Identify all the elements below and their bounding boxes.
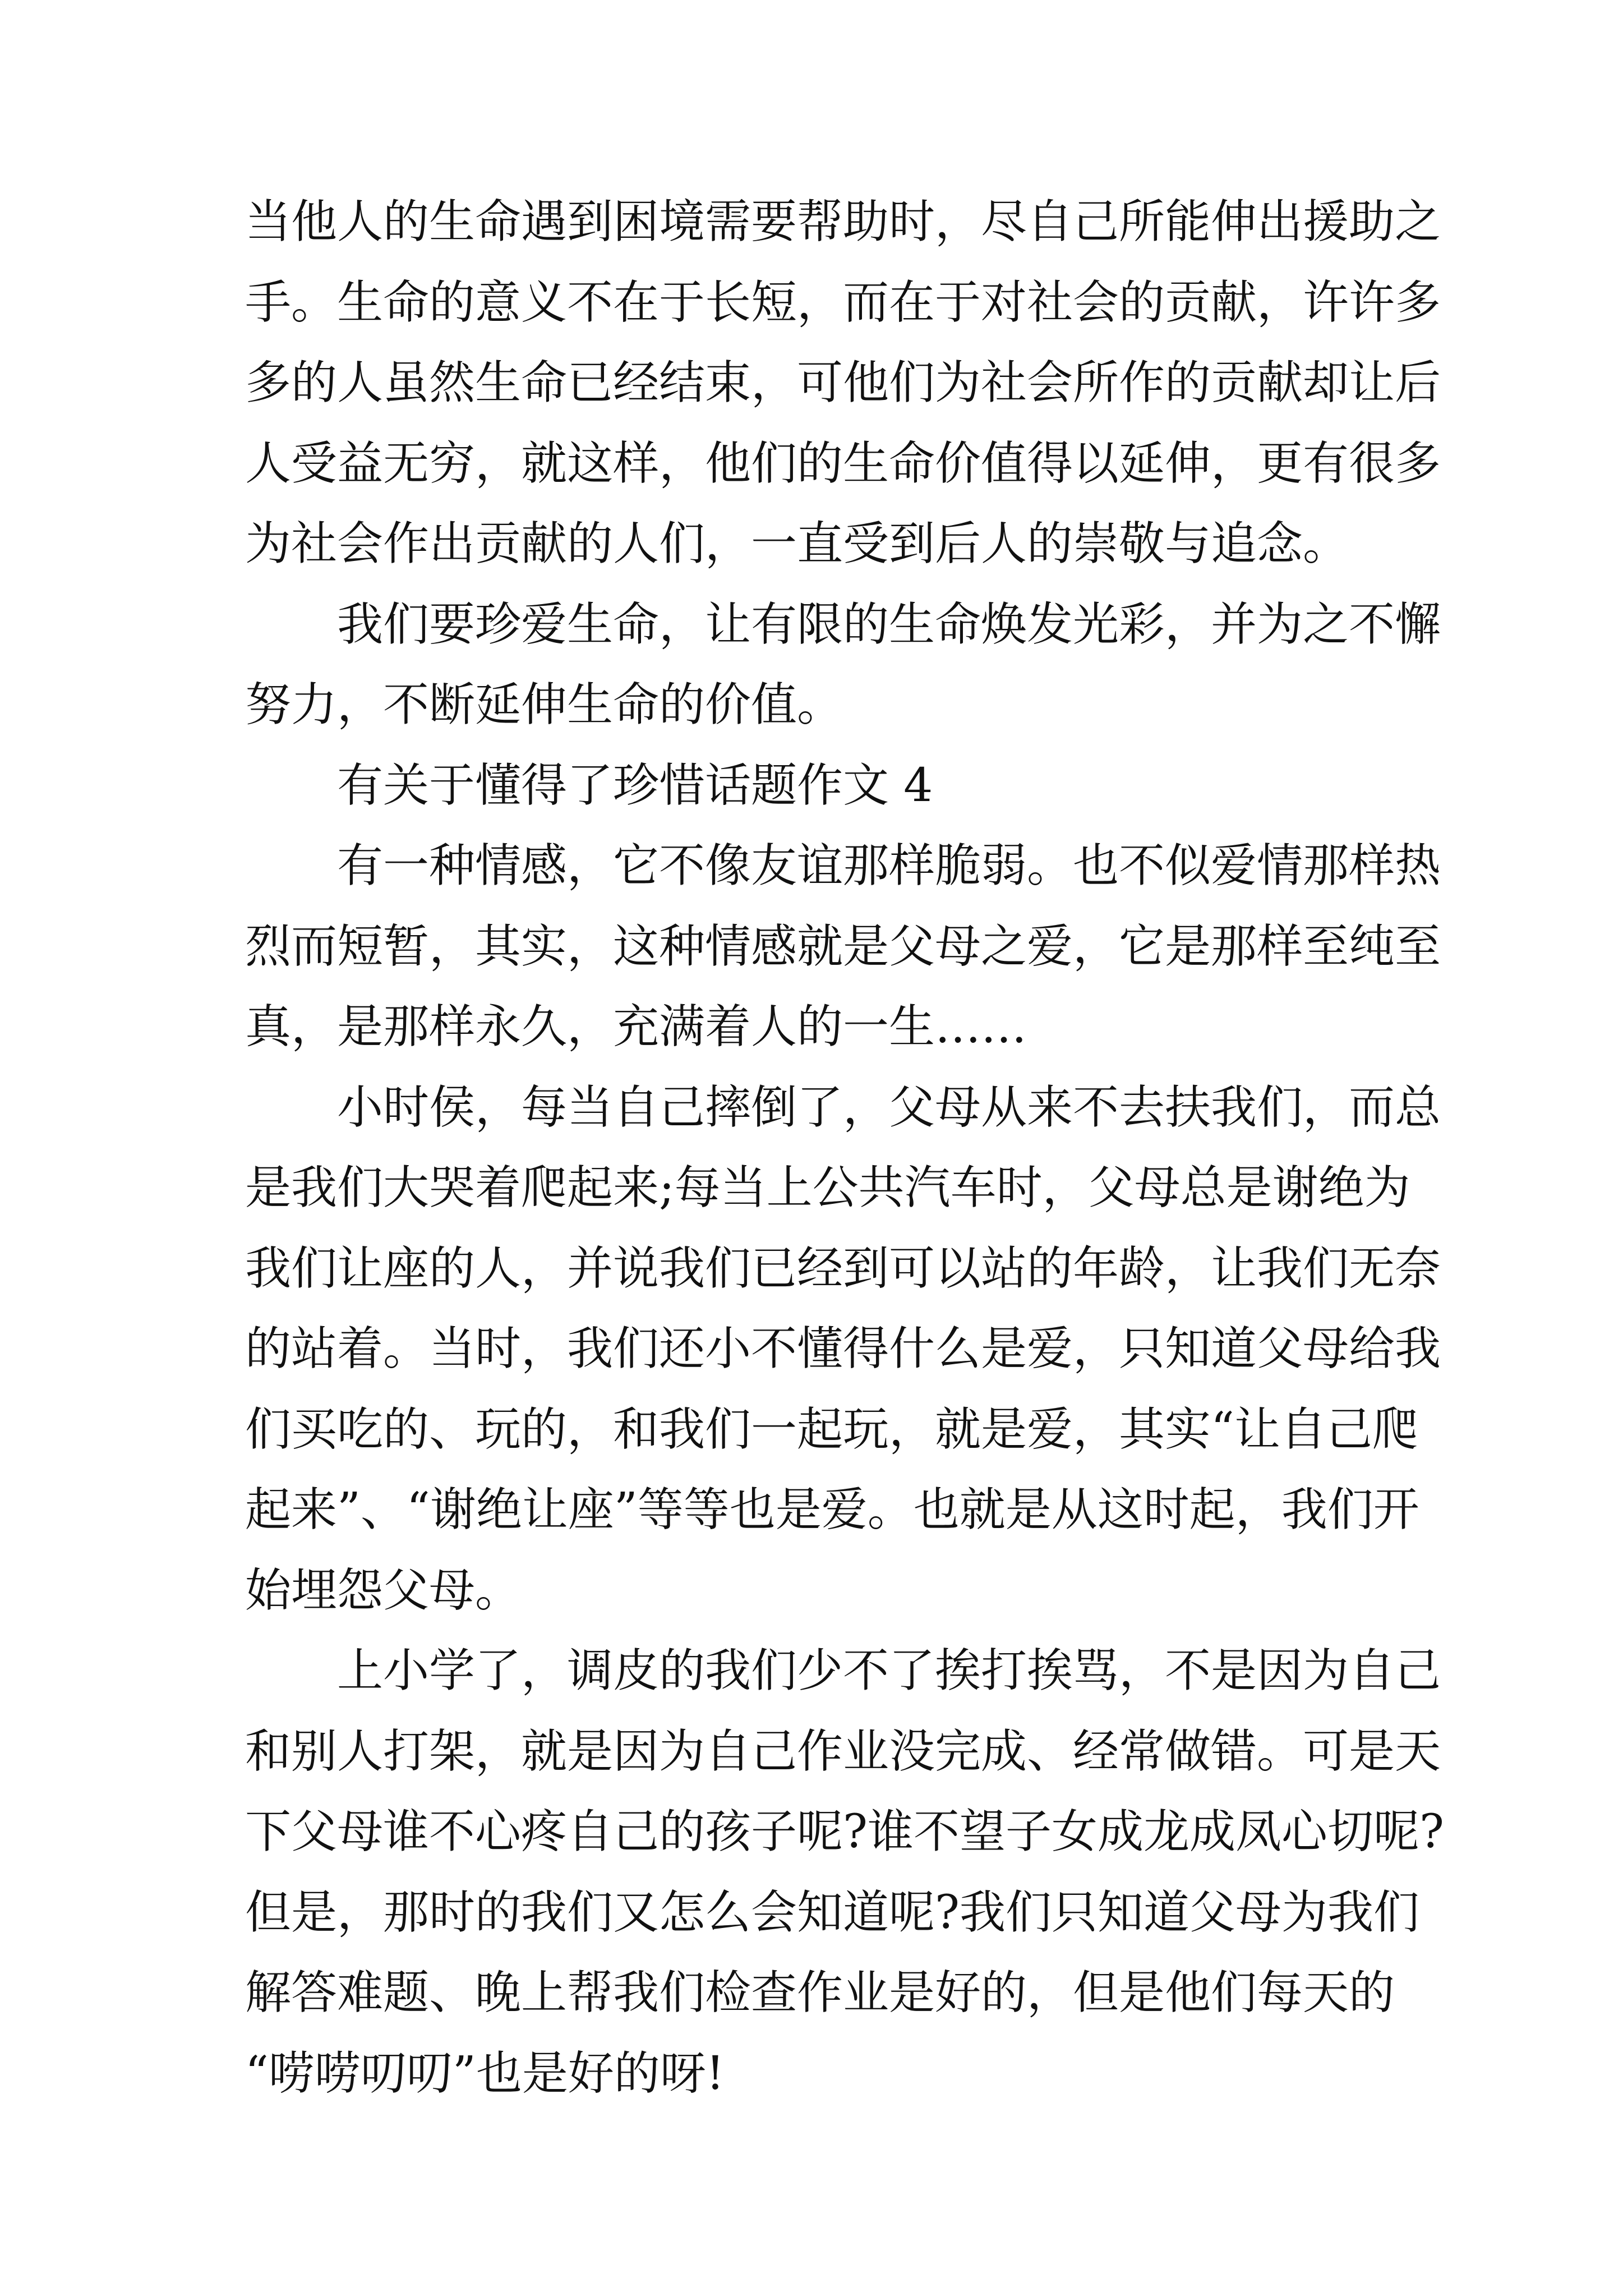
text-line: 起来”、“谢绝让座”等等也是爱。也就是从这时起，我们开 (245, 1483, 1419, 1536)
text-line: 烈而短暂，其实，这种情感就是父母之爱，它是那样至纯至 (245, 919, 1441, 973)
text-line: 始埋怨父母。 (245, 1563, 522, 1617)
text-line: 和别人打架，就是因为自己作业没完成、经常做错。可是天 (245, 1724, 1441, 1778)
text-line: 的站着。当时，我们还小不懂得什么是爱，只知道父母给我 (245, 1322, 1441, 1375)
text-line: 人受益无穷，就这样，他们的生命价值得以延伸，更有很多 (245, 436, 1441, 490)
text-line: 多的人虽然生命已经结束，可他们为社会所作的贡献却让后 (245, 356, 1441, 409)
essay-title: 有关于懂得了珍惜话题作文 4 (245, 758, 933, 812)
essay-body (245, 182, 1444, 2114)
text-line: 我们要珍爱生命，让有限的生命焕发光彩，并为之不懈 (245, 597, 1441, 651)
text-line: 当他人的生命遇到困境需要帮助时，尽自己所能伸出援助之 (245, 195, 1441, 249)
text-line: 但是，那时的我们又怎么会知道呢?我们只知道父母为我们 (245, 1885, 1419, 1939)
text-line: “唠唠叨叨”也是好的呀! (245, 2046, 725, 2100)
text-line: 是我们大哭着爬起来;每当上公共汽车时，父母总是谢绝为 (245, 1161, 1410, 1214)
text-line: 们买吃的、玩的，和我们一起玩，就是爱，其实“让自己爬 (245, 1402, 1418, 1456)
text-line: 下父母谁不心疼自己的孩子呢?谁不望子女成龙成凤心切呢? (245, 1805, 1444, 1858)
text-line: 小时侯，每当自己摔倒了，父母从来不去扶我们，而总 (245, 1080, 1441, 1134)
text-line: 有一种情感，它不像友谊那样脆弱。也不似爱情那样热 (245, 839, 1441, 892)
text-line: 为社会作出贡献的人们，一直受到后人的崇敬与追念。 (245, 517, 1349, 570)
text-line: 手。生命的意义不在于长短，而在于对社会的贡献，许许多 (245, 275, 1441, 329)
text-line: 解答难题、晚上帮我们检查作业是好的，但是他们每天的 (245, 1966, 1395, 2019)
text-line: 真，是那样永久，充满着人的一生…… (245, 1000, 1027, 1053)
text-line: 上小学了，调皮的我们少不了挨打挨骂，不是因为自己 (245, 1644, 1441, 1697)
text-line: 努力，不断延伸生命的价值。 (245, 678, 843, 731)
text-line: 我们让座的人，并说我们已经到可以站的年龄，让我们无奈 (245, 1241, 1441, 1295)
